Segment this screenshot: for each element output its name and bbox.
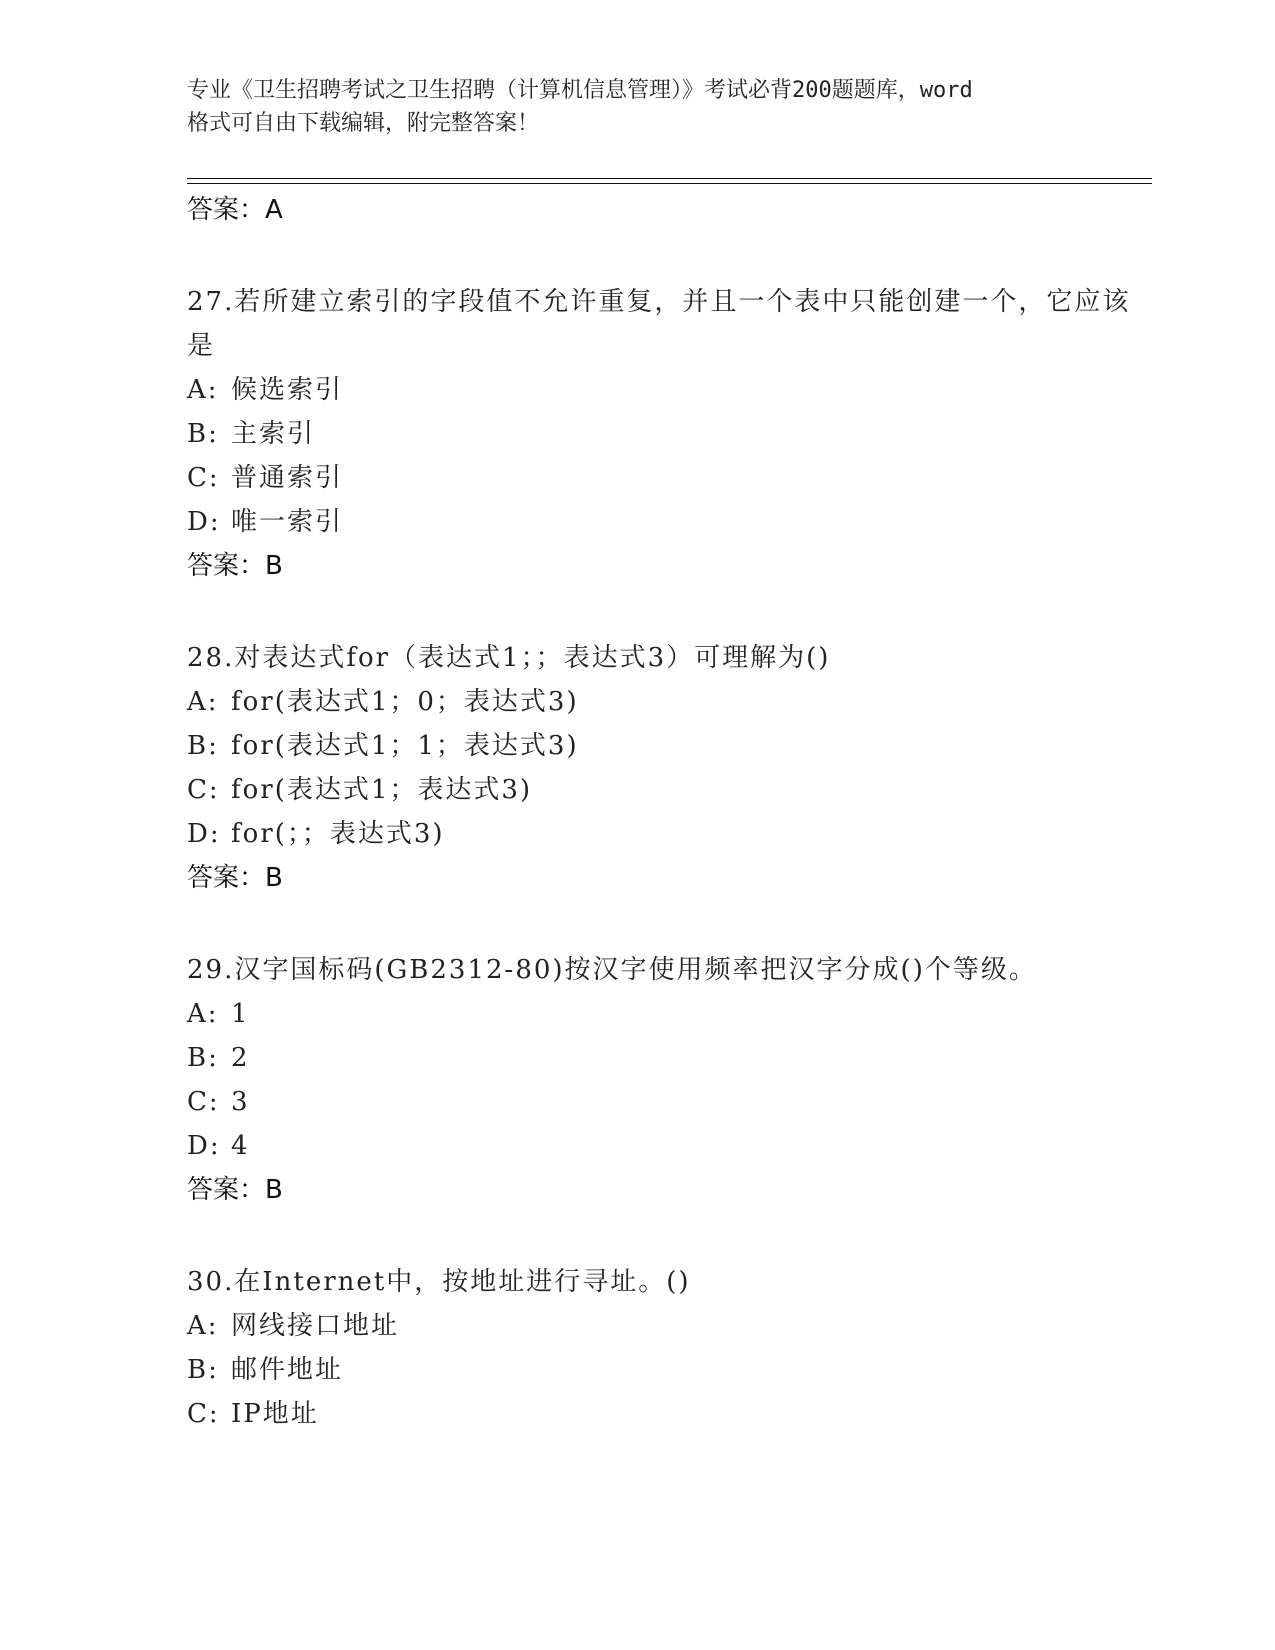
option-letter: A: — [187, 1311, 219, 1341]
option-text: for(；；表达式3) — [231, 819, 445, 849]
question-stem: 27.若所建立索引的字段值不允许重复，并且一个表中只能创建一个，它应该是 — [187, 287, 1131, 361]
option-letter: B: — [187, 1355, 219, 1385]
option-d — [187, 1124, 1147, 1168]
option-text: 1 — [231, 999, 250, 1029]
option-letter: C: — [187, 1399, 220, 1429]
option-b — [187, 724, 1147, 768]
option-letter: B: — [187, 1043, 219, 1073]
header-divider-bottom — [187, 183, 1152, 184]
option-text: 4 — [231, 1131, 250, 1161]
answer-line-prev: 答案：A — [187, 195, 283, 225]
option-a — [187, 680, 1147, 724]
option-letter: C: — [187, 1087, 220, 1117]
header-line-2: 格式可自由下载编辑，附完整答案！ — [187, 111, 540, 136]
option-letter: A: — [187, 687, 219, 717]
answer-line: 答案：B — [187, 863, 283, 893]
option-letter: A: — [187, 999, 219, 1029]
option-d — [187, 500, 1147, 544]
option-a — [187, 992, 1147, 1036]
document-header — [187, 74, 1087, 140]
option-text: for(表达式1；表达式3) — [231, 775, 533, 805]
option-c — [187, 1392, 1147, 1436]
option-c — [187, 768, 1147, 812]
option-c — [187, 1080, 1147, 1124]
option-letter: D: — [187, 1131, 221, 1161]
question-27 — [187, 280, 1147, 586]
option-text: 邮件地址 — [231, 1355, 344, 1385]
option-b — [187, 412, 1147, 456]
option-letter: B: — [187, 731, 219, 761]
option-letter: C: — [187, 775, 220, 805]
option-text: for(表达式1；0；表达式3) — [231, 687, 579, 717]
question-29 — [187, 948, 1147, 1210]
question-stem: 30.在Internet中，按地址进行寻址。() — [187, 1267, 691, 1297]
option-letter: C: — [187, 463, 220, 493]
answer-line: 答案：B — [187, 1175, 283, 1205]
option-a — [187, 1304, 1147, 1348]
option-letter: D: — [187, 819, 221, 849]
header-line-1: 专业《卫生招聘考试之卫生招聘（计算机信息管理）》考试必背200题题库，word — [187, 78, 973, 103]
option-d — [187, 812, 1147, 856]
document-body — [187, 190, 1147, 1436]
question-stem: 28.对表达式for（表达式1；；表达式3）可理解为() — [187, 643, 831, 673]
option-letter: A: — [187, 375, 219, 405]
question-28 — [187, 636, 1147, 898]
option-text: 网线接口地址 — [231, 1311, 400, 1341]
option-text: 候选索引 — [231, 375, 344, 405]
option-letter: D: — [187, 507, 221, 537]
option-text: for(表达式1；1；表达式3) — [231, 731, 579, 761]
option-b — [187, 1036, 1147, 1080]
question-30 — [187, 1260, 1147, 1436]
option-text: 主索引 — [231, 419, 316, 449]
answer-line: 答案：B — [187, 551, 283, 581]
question-stem: 29.汉字国标码(GB2312-80)按汉字使用频率把汉字分成()个等级。 — [187, 955, 1037, 985]
option-text: 唯一索引 — [231, 507, 344, 537]
option-text: 2 — [231, 1043, 250, 1073]
option-text: 普通索引 — [231, 463, 344, 493]
option-text: 3 — [231, 1087, 250, 1117]
option-c — [187, 456, 1147, 500]
option-letter: B: — [187, 419, 219, 449]
option-a — [187, 368, 1147, 412]
option-b — [187, 1348, 1147, 1392]
option-text: IP地址 — [231, 1399, 319, 1429]
header-divider-top — [187, 178, 1152, 179]
